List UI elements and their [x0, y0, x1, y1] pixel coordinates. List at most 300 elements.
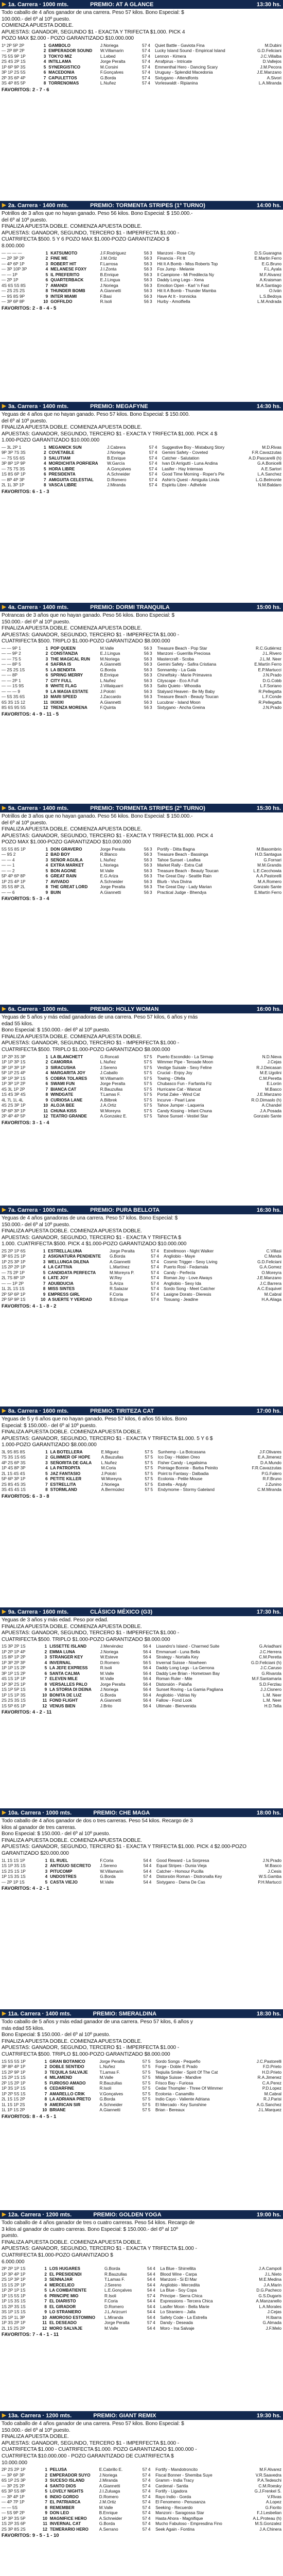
- runner-num: 7: [45, 879, 48, 884]
- runner-pars: Safety Code - La Estrella: [160, 2315, 207, 2320]
- runner-wt: 54: [147, 2272, 152, 2277]
- runner-num: 4: [43, 1265, 46, 1270]
- runner-trainer: J.E.Manzano: [257, 1092, 281, 1097]
- runner-jockey: M.Coria: [101, 1466, 116, 1471]
- runner-jockey: L.Nuñez: [100, 1060, 116, 1065]
- runner-wt: 57: [142, 70, 147, 75]
- runner-row: [1, 1276, 282, 1281]
- runner-age: 4: [156, 1248, 159, 1253]
- runner-pars: Strategy - Nortalla Key: [156, 1655, 199, 1660]
- runner-wt: 57: [142, 2483, 147, 2488]
- runner-trainer: C.M.Roesky: [258, 2483, 281, 2488]
- runner-num: 1: [45, 646, 48, 651]
- runner-trainer: D.G.Cobb: [262, 678, 281, 683]
- race-block: [0, 603, 283, 804]
- runner-row: [1, 456, 282, 462]
- runner-pp: — — 9P 1: [2, 646, 21, 651]
- runner-wt: 54: [143, 1869, 148, 1874]
- race-prize: PREMIO: PURA BELLOTA: [90, 1207, 160, 1213]
- runner-wt: 57: [145, 1455, 150, 1460]
- conditions-line: 150.000.- del 6º al 10º puesto.: [2, 2427, 70, 2433]
- runner-row: [1, 1693, 282, 1699]
- runner-pars: Hit It A Bomb - Miss Roberts Top: [157, 261, 218, 266]
- runner-age: 4: [148, 59, 150, 64]
- runner-jockey: F.Larrosa: [100, 261, 118, 266]
- runner-pp: — — 1P 2P: [2, 1281, 24, 1286]
- runner-age: 5: [150, 1108, 152, 1113]
- runner-horse: LA CATTIVA: [48, 1265, 73, 1270]
- runner-num: 7: [45, 2500, 47, 2505]
- runner-age: 5: [150, 1097, 152, 1103]
- conditions-line: 1.000-POZO GARANTIZADO $8.000.000: [2, 1442, 97, 1448]
- runner-num: 11: [42, 2320, 47, 2326]
- race-block: [0, 2009, 283, 2210]
- runner-wt: 57: [142, 64, 147, 70]
- race-time: 13:30 hs.: [256, 1, 281, 8]
- triangle-icon: ▶: [2, 1006, 6, 1012]
- race-block: [0, 1808, 283, 2009]
- runner-pars: Gemini Safety - Coveted: [162, 450, 208, 455]
- runner-num: 5: [44, 466, 46, 471]
- runner-horse: LA JEFE EXPRESS: [49, 1666, 88, 1671]
- runner-horse: SYNERGISTICO: [48, 64, 81, 70]
- runners-table: [1, 1644, 282, 1709]
- runner-pp: 1P 2P 5S 1S: [2, 2091, 26, 2096]
- runner-pars: Lasifer - Hay Intensas: [162, 466, 203, 471]
- runner-num: 1: [45, 1858, 48, 1863]
- runner-horse: WELLUNGA DILENA: [48, 1259, 89, 1264]
- runner-pp: 1P 6P 9P 3S: [2, 64, 26, 70]
- runner-pars: Lucky Island Sound - Empirical Island: [155, 48, 225, 54]
- runner-num: 12: [43, 705, 48, 710]
- runner-age: 4: [149, 1644, 151, 1649]
- runner-horse: KATSUMOTO: [50, 250, 78, 256]
- conditions-line: FINALIZA APUESTA DOBLE. COMIENZA APUESTA DOBLE.: [2, 425, 142, 431]
- runner-pp: 1P 2P 1P 4P: [2, 1649, 26, 1654]
- runner-row: [1, 2294, 282, 2299]
- runner-pp: 3P 1P 1S 2P: [2, 1671, 26, 1676]
- race-label: 6a. Carrera · 1000 mts.: [8, 1006, 69, 1012]
- runner-row: [1, 1065, 282, 1071]
- runner-trainer: H.D.Prieto: [262, 2070, 281, 2075]
- runner-horse: COVETABLE: [48, 450, 75, 455]
- runners-table: [1, 1450, 282, 1493]
- runner-age: 4: [148, 2472, 151, 2478]
- runner-age: 4: [148, 75, 150, 80]
- runner-horse: PITUCOMP: [50, 1869, 73, 1874]
- runner-wt: 56: [144, 289, 149, 294]
- conditions-line: CUATRIFECTA $500. TRIPLO $1.000-POZO GARANTIZADO $8.000.000: [2, 638, 170, 645]
- runner-num: 8: [43, 1286, 46, 1292]
- runner-jockey: M.Moreyra P.: [110, 1270, 135, 1275]
- runner-horse: PELUSA: [49, 2467, 67, 2472]
- runner-jockey: A.Schneider: [99, 2102, 123, 2107]
- runner-age: 5: [148, 2091, 151, 2096]
- runner-pars: Rayo Indio - Gorda: [155, 2494, 191, 2499]
- race-label: 7a. Carrera · 1000 mts.: [8, 1207, 69, 1213]
- runner-trainer: J.F.Olivares: [259, 1449, 281, 1454]
- runner-jockey: T.Lamas F.: [99, 2070, 120, 2075]
- runner-row: [1, 1455, 282, 1461]
- runner-jockey: M.Valle: [99, 2505, 113, 2510]
- runner-jockey: A.Giannetti: [100, 890, 121, 895]
- runner-trainer: L.A.Sanchez: [257, 472, 281, 477]
- runner-pars: Ecolonia - Canamillo: [155, 2091, 194, 2096]
- runner-pars: Practical Judge - Bhendya: [157, 890, 207, 895]
- runner-row: [1, 1869, 282, 1875]
- runner-horse: AMARELLO CRIK: [49, 2091, 85, 2096]
- runner-jockey: W.Esteve: [100, 1655, 118, 1660]
- runner-pp: — 3P 6P 8P: [2, 299, 25, 304]
- conditions-line: FINALIZA APUESTA DOBLE. COMIENZA APUESTA DOBLE.: [2, 1837, 142, 1843]
- runner-num: 10: [42, 2516, 47, 2521]
- runner-pars: Daddy Lee Brian - Hometown Bay: [156, 1671, 220, 1676]
- runner-pp: — — 4: [2, 857, 15, 862]
- runner-num: 2: [43, 1254, 46, 1259]
- race-header: [0, 1406, 283, 1415]
- race-prize: PREMIO: CHE MAGA: [93, 1809, 150, 1816]
- runner-num: 8: [45, 1487, 48, 1493]
- runner-num: 4: [45, 1071, 48, 1076]
- runner-jockey: G.Borda: [99, 2521, 115, 2527]
- runner-pars: Quiet Battle - Gaviota Fina: [155, 43, 205, 48]
- runner-pp: 5P 1P 2S 4P: [2, 1071, 26, 1076]
- runner-row: [1, 1098, 282, 1104]
- runner-wt: 57: [142, 2108, 147, 2113]
- runner-jockey: B.Enrique: [110, 1297, 128, 1302]
- runner-horse: EMPERADOR SUYO: [49, 2472, 91, 2478]
- runner-horse: FINE ME: [50, 256, 68, 261]
- runner-wt: 56: [144, 656, 149, 662]
- triangle-icon: ▶: [2, 202, 6, 208]
- runner-horse: SWAMI FUN: [50, 1081, 75, 1087]
- runner-pars: Point to Fantasy - Dalbadia: [157, 1471, 209, 1476]
- runner-num: 2: [44, 2272, 47, 2277]
- race-block: [0, 0, 283, 201]
- runner-horse: THUNDER BOMB: [50, 289, 85, 294]
- race-prize: PREMIO: HOLLY WOMAN: [90, 1006, 159, 1012]
- runner-wt: 56: [144, 278, 149, 283]
- runner-pp: 1S 4S 3P 4S: [2, 1092, 26, 1097]
- runner-wt: 56: [144, 874, 149, 879]
- runner-wt: 57: [145, 1477, 150, 1482]
- runner-horse: PRINCIPE MIO: [49, 2293, 79, 2298]
- runner-horse: ROBERT HIT: [50, 261, 77, 266]
- runner-horse: SENNAJAR: [49, 2277, 73, 2282]
- runner-trainer: D.Vallejos: [262, 59, 281, 64]
- runner-age: 4: [154, 483, 157, 488]
- runner-trainer: M.Basombrio: [256, 846, 281, 852]
- runner-num: 4: [44, 2075, 47, 2080]
- runner-horse: HORA LIBRE: [48, 466, 75, 471]
- runner-age: 3: [150, 694, 152, 700]
- runner-wt: 56: [144, 694, 149, 700]
- runner-jockey: J.Noriega: [100, 283, 118, 288]
- runner-wt: 57: [142, 2075, 147, 2080]
- runner-trainer: E.Martín Ferro: [254, 662, 281, 667]
- runner-pp: 1S 2P 3S 1S: [2, 2304, 26, 2309]
- runner-pp: 3P 8P 4P 1P: [2, 2064, 26, 2070]
- race-label: 13a. Carrera · 1200 mts.: [8, 2412, 72, 2419]
- runner-horse: EL PATRIARCA: [49, 2500, 81, 2505]
- runner-num: 5: [43, 64, 46, 70]
- runner-pars: Puerto Rosi - Fedamala: [164, 1265, 208, 1270]
- runner-trainer: J.A.Chinera: [259, 2527, 281, 2532]
- runner-age: 4: [148, 54, 150, 59]
- runner-age: 3: [150, 846, 152, 852]
- runner-trainer: Gonzalo Sante: [253, 885, 281, 890]
- runner-pars: Manzoni - Si El Mar: [160, 2277, 197, 2282]
- runner-horse: PETITE KILLER: [50, 1477, 82, 1482]
- runner-row: [1, 2097, 282, 2103]
- runner-jockey: L.Noriega: [100, 863, 119, 868]
- runner-jockey: J.Polotri: [100, 689, 116, 694]
- runner-pars: Manzoni - Rose City: [157, 250, 196, 256]
- runner-pars: Uruguay - Splendid Macedonia: [155, 70, 213, 75]
- runner-age: 4: [156, 1276, 159, 1281]
- runner-pars: Ecolonia - Petite Mouse: [157, 1477, 203, 1482]
- runner-pars: Catcher - Salutation: [162, 455, 200, 461]
- runner-pp: 5S 5S 8S 1P: [2, 846, 26, 852]
- runner-age: 3: [150, 678, 152, 683]
- runner-pp: 4S 1S 1P 1P: [2, 1676, 26, 1682]
- runner-age: 3: [150, 656, 152, 662]
- conditions-line: APUESTAS: GANADOR, SEGUNDO, TERCERO $1 - IMPERFECTA $1.000 -: [2, 1630, 179, 1636]
- runner-num: 3: [45, 261, 48, 266]
- runner-row: [1, 1666, 282, 1671]
- runner-row: [1, 1660, 282, 1666]
- runner-pars: Emmenthal Hero - Dancing Scary: [155, 64, 218, 70]
- race-prize: CLÁSICO MÉXICO (G3): [90, 1608, 153, 1615]
- runner-wt: 56: [144, 256, 149, 261]
- favorites-line: FAVORITOS: 9 - 5 - 1 - 10: [2, 2533, 59, 2539]
- runner-trainer: J.C.Barrera: [260, 1281, 281, 1286]
- runner-jockey: R.Salazar: [110, 1286, 128, 1292]
- conditions-line: COMIENZA APUESTA DOBLE.: [2, 23, 74, 29]
- runner-pars: Seek Again - Fontina: [155, 2527, 195, 2532]
- runner-wt: 57: [142, 2505, 147, 2510]
- runner-wt: 54: [147, 2304, 152, 2309]
- runner-num: 12: [42, 2527, 47, 2532]
- runner-trainer: A.E.Sartori: [261, 466, 281, 471]
- runner-pars: Manzoni - Saragossa Star: [155, 2511, 204, 2516]
- runner-age: 3: [150, 278, 152, 283]
- runner-age: 3: [150, 857, 152, 862]
- runner-wt: 56: [144, 868, 149, 873]
- runner-num: 11: [43, 1108, 48, 1113]
- runner-trainer: A.Lopez: [266, 2500, 281, 2505]
- runner-horse: CANDIDATA PERFECTA: [48, 1270, 96, 1275]
- conditions-line: CUATRIFECTA $500. TRIPLO $1.000-POZO GARANTIZADO $8.000.000: [2, 1636, 170, 1642]
- runner-wt: 56: [144, 700, 149, 705]
- runner-num: 10: [43, 299, 48, 304]
- runner-jockey: J.M.Ortiz: [99, 2500, 116, 2505]
- runner-horse: EMPERADOR SOUND: [48, 48, 93, 54]
- conditions-line: Todo caballo de 4 años ganador de una carrera. Peso 57 kilos. Bono Especial: $: [2, 10, 184, 15]
- triangle-icon: ▶: [2, 1810, 6, 1816]
- runner-trainer: J.E.Manzano: [257, 70, 281, 75]
- runner-pars: Teqiuila Smiler - Spirit Of The Cat: [155, 2070, 218, 2075]
- runner-trainer: E.Martín Ferro: [254, 890, 281, 895]
- runner-trainer: M.M.Grandis: [257, 863, 281, 868]
- runner-jockey: J.Zaccardo: [100, 694, 121, 700]
- runner-trainer: J.A.Campoli: [258, 2266, 281, 2272]
- runner-pp: 6S 1P 2S 3P: [2, 2478, 26, 2483]
- runner-trainer: A.A.Pastorelli: [256, 874, 281, 879]
- runner-num: 9: [45, 1097, 48, 1103]
- runner-age: 4: [153, 2315, 155, 2320]
- runner-jockey: A.Gonçalves: [107, 466, 131, 471]
- runner-row: [1, 890, 282, 896]
- runner-trainer: J.C.Herrera: [259, 1649, 281, 1654]
- runner-horse: GREAT RAIN: [50, 874, 77, 879]
- runner-pp: — 4P 7P 1P: [2, 2500, 25, 2505]
- runner-num: 1: [43, 43, 46, 48]
- runner-jockey: E.J.Lingua: [100, 651, 120, 656]
- runner-pars: Suggestive Boy - Mistaburg Story: [162, 445, 225, 450]
- race-prize: PREMIO: SMERALDINA: [93, 2010, 157, 2017]
- runner-pp: — 8P 4P 3P: [2, 477, 25, 482]
- conditions-line: del 6º al 10º puesto.: [2, 820, 47, 826]
- runner-row: [1, 289, 282, 294]
- runner-horse: MERCELIEO: [49, 2282, 75, 2287]
- runner-pp: — — 9P 2: [2, 651, 21, 656]
- runner-jockey: M.Valle: [100, 1676, 114, 1682]
- runner-pp: 1S 2P 9P 1P: [2, 2070, 26, 2075]
- runner-num: 7: [45, 1482, 48, 1487]
- conditions-line: APUESTAS: GANADOR, SEGUNDO, TERCERO $1 - IMPERFECTA $1.000 -: [2, 1040, 179, 1046]
- runner-jockey: R.Blanco: [100, 852, 117, 857]
- runner-pp: — — 2P 1: [2, 678, 21, 683]
- runner-trainer: R.J.Deicasan: [256, 1065, 281, 1070]
- runner-pp: 1P 1S 1P 3S: [2, 1692, 26, 1698]
- runner-wt: 57: [149, 461, 154, 466]
- runner-pars: Towing - Ofella: [157, 1076, 185, 1081]
- runner-jockey: J.L.Arizcurri: [104, 2310, 127, 2315]
- runner-num: 9: [44, 2310, 47, 2315]
- runner-jockey: Jorge Peralta: [104, 2320, 130, 2326]
- race-conditions: [0, 9, 283, 43]
- runner-wt: 54: [147, 2288, 152, 2293]
- runner-pp: 4P 2S 6P 3S: [2, 1460, 26, 1465]
- runner-horse: CAPULETTOS: [48, 75, 77, 80]
- runner-jockey: M.Valle: [99, 2075, 114, 2080]
- runner-age: 3: [150, 256, 152, 261]
- runner-num: 8: [44, 1682, 47, 1687]
- runner-row: [1, 1650, 282, 1655]
- runner-pp: 6S 3P 5S 8P: [2, 2489, 26, 2494]
- runner-trainer: O.Moreyra: [261, 1270, 281, 1275]
- runner-jockey: J.Miranda: [107, 483, 126, 488]
- runner-num: 2: [43, 48, 46, 54]
- runner-num: 8: [44, 2097, 47, 2102]
- runner-jockey: A.Giannetti: [100, 700, 121, 705]
- runner-num: 5: [45, 272, 48, 277]
- race-header: [0, 1206, 283, 1214]
- runner-num: 3: [44, 2070, 47, 2075]
- race-header: [0, 201, 283, 210]
- runner-age: 3: [150, 261, 152, 266]
- runner-wt: 57: [147, 2293, 152, 2298]
- runner-age: 5: [150, 1471, 153, 1476]
- runner-horse: AMANDI: [50, 283, 67, 288]
- runner-horse: GLIMMER OF HOPE: [50, 1455, 91, 1460]
- runner-jockey: J.Noriega: [99, 2472, 117, 2478]
- runner-wt: 56: [143, 1671, 148, 1676]
- runner-wt: 57: [142, 48, 147, 54]
- runner-age: 5: [150, 1114, 152, 1119]
- runner-pars: Distorsión - Palaña: [156, 1682, 192, 1687]
- runner-age: 3: [150, 267, 152, 272]
- runner-wt: 57: [142, 2472, 147, 2478]
- runner-horse: SPRING MERRY: [50, 673, 83, 678]
- runner-jockey: J.F.Rodríguez: [100, 250, 127, 256]
- runner-age: 3: [150, 890, 152, 895]
- runner-age: 4: [149, 1649, 151, 1654]
- runner-pp: — 5S 3S 6S: [2, 694, 25, 700]
- race-prize: PREMIO: TORMENTA STRIPES (1º TURNO): [90, 202, 205, 209]
- runner-age: 4: [154, 472, 157, 477]
- runner-pars: Crucial - Enjoy Joy: [157, 1071, 192, 1076]
- race-header: [0, 0, 283, 9]
- runner-age: 4: [154, 477, 157, 482]
- runner-horse: LOVELY NIGHTS: [49, 2489, 83, 2494]
- conditions-line: del 6º al 10º puesto.: [2, 217, 47, 223]
- runner-age: 5: [150, 1087, 152, 1092]
- runner-horse: CHUNA KISS: [50, 1108, 77, 1113]
- runner-age: 4: [149, 1863, 152, 1869]
- runner-num: 11: [43, 700, 48, 705]
- runner-num: 6: [45, 2494, 47, 2499]
- conditions-line: FINALIZA APUESTA DOBLE. COMIENZA APUESTA DOBLE.: [2, 1228, 142, 1234]
- runner-num: 8: [44, 2304, 47, 2309]
- runner-wt: 57: [144, 1108, 149, 1113]
- runner-age: 4: [149, 1703, 151, 1708]
- runner-num: 2: [45, 2472, 47, 2478]
- runner-num: 4: [45, 2483, 47, 2488]
- conditions-line: POZO MAX $1.000-POZO GARANTIZADO $10.000.000: [2, 839, 131, 845]
- runner-age: 4: [153, 2320, 155, 2326]
- runner-horse: MELANESE FOXY: [50, 267, 87, 272]
- runner-trainer: G.A.Gomez: [259, 1265, 281, 1270]
- race-prize: PREMIO: GIANT REMIX: [93, 2412, 156, 2419]
- runner-jockey: Jorge Peralta: [100, 1081, 126, 1087]
- runner-jockey: V.Gonçalves: [99, 2091, 123, 2096]
- runner-pp: — — 2: [2, 868, 15, 873]
- runner-age: 4: [149, 1858, 152, 1863]
- runner-age: 4: [149, 1879, 152, 1885]
- runner-num: 5: [45, 1076, 48, 1081]
- runner-pp: 1S 5S 5S 1P: [2, 2059, 26, 2064]
- runner-wt: 56: [143, 1666, 148, 1671]
- conditions-line: Yeguas de 5 y 6 años que no hayan ganado. Peso 57 kilos, 6 años 55 kilos. Bono: [2, 1416, 187, 1422]
- runner-wt: 57: [142, 2097, 147, 2102]
- runner-row: [1, 1265, 282, 1270]
- race-time: 17:00 hs.: [256, 1408, 281, 1414]
- runner-age: 4: [148, 2516, 151, 2521]
- runner-pars: Emmanuel - Luna Bella: [156, 1649, 200, 1654]
- runner-num: 3: [44, 1655, 47, 1660]
- runner-row: [1, 1281, 282, 1287]
- race-conditions: [0, 1214, 283, 1249]
- runner-row: [1, 2081, 282, 2087]
- runner-horse: FOND FLIGHT: [49, 1698, 78, 1703]
- runner-age: 4: [148, 81, 150, 86]
- runner-pars: Hurricane Cat - Wancat: [157, 1087, 201, 1092]
- runner-horse: JAZ FANTASIO: [50, 1471, 81, 1476]
- runner-jockey: M.Valle: [100, 646, 114, 651]
- runner-jockey: J.I.Zuluaga: [99, 2489, 120, 2494]
